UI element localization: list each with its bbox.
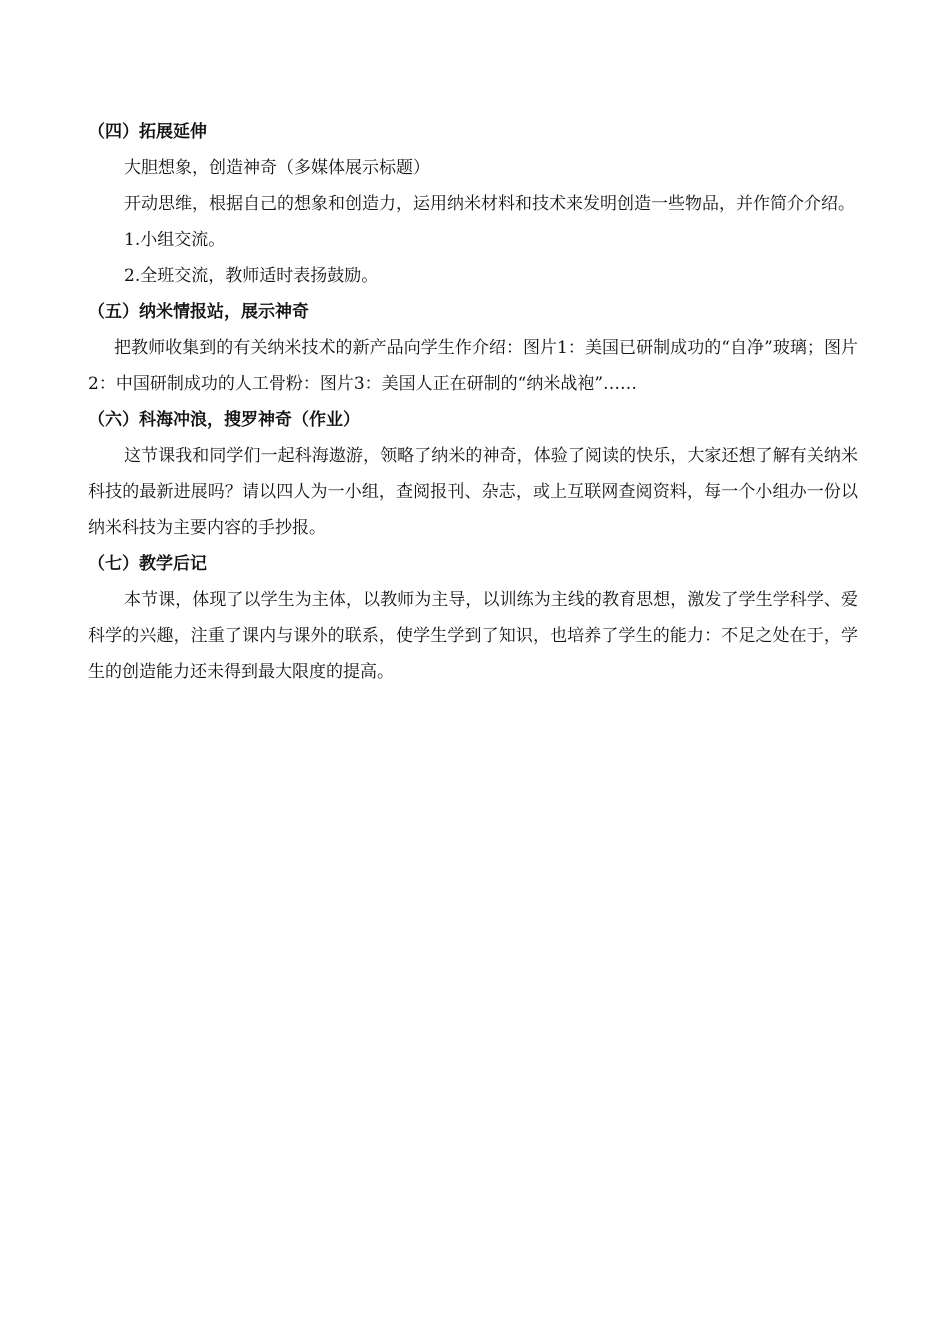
list-item: 1.小组交流。: [124, 230, 226, 250]
section-4: [88, 114, 858, 294]
section-heading: （五）纳米情报站，展示神奇: [88, 302, 309, 322]
section-5: [88, 294, 858, 402]
document-page: [88, 114, 858, 690]
section-6: [88, 402, 858, 546]
section-heading: （六）科海冲浪，搜罗神奇（作业）: [88, 410, 360, 430]
section-heading: （四）拓展延伸: [88, 122, 207, 142]
paragraph: 这节课我和同学们一起科海遨游，领略了纳米的神奇，体验了阅读的快乐，大家还想了解有关纳米科技的最新进展吗？请以四人为一小组，查阅报刊、杂志，或上互联网查阅资料，每一个小组办一份以纳米科技为主要内容的手抄报。: [88, 446, 858, 538]
paragraph: 开动思维，根据自己的想象和创造力，运用纳米材料和技术来发明创造一些物品，并作简介介绍。: [124, 194, 855, 214]
paragraph: 大胆想象，创造神奇（多媒体展示标题）: [124, 158, 430, 178]
paragraph: 把教师收集到的有关纳米技术的新产品向学生作介绍：图片1：美国已研制成功的“自净”玻璃；图片2：中国研制成功的人工骨粉：图片3：美国人正在研制的“纳米战袍”……: [88, 338, 858, 394]
list-item: 2.全班交流，教师适时表扬鼓励。: [124, 266, 379, 286]
paragraph: 本节课，体现了以学生为主体，以教师为主导，以训练为主线的教育思想，激发了学生学科学、爱科学的兴趣，注重了课内与课外的联系，使学生学到了知识，也培养了学生的能力：不足之处在于，学生的创造能力还未得到最大限度的提高。: [88, 590, 858, 682]
section-heading: （七）教学后记: [88, 554, 207, 574]
section-7: [88, 546, 858, 690]
